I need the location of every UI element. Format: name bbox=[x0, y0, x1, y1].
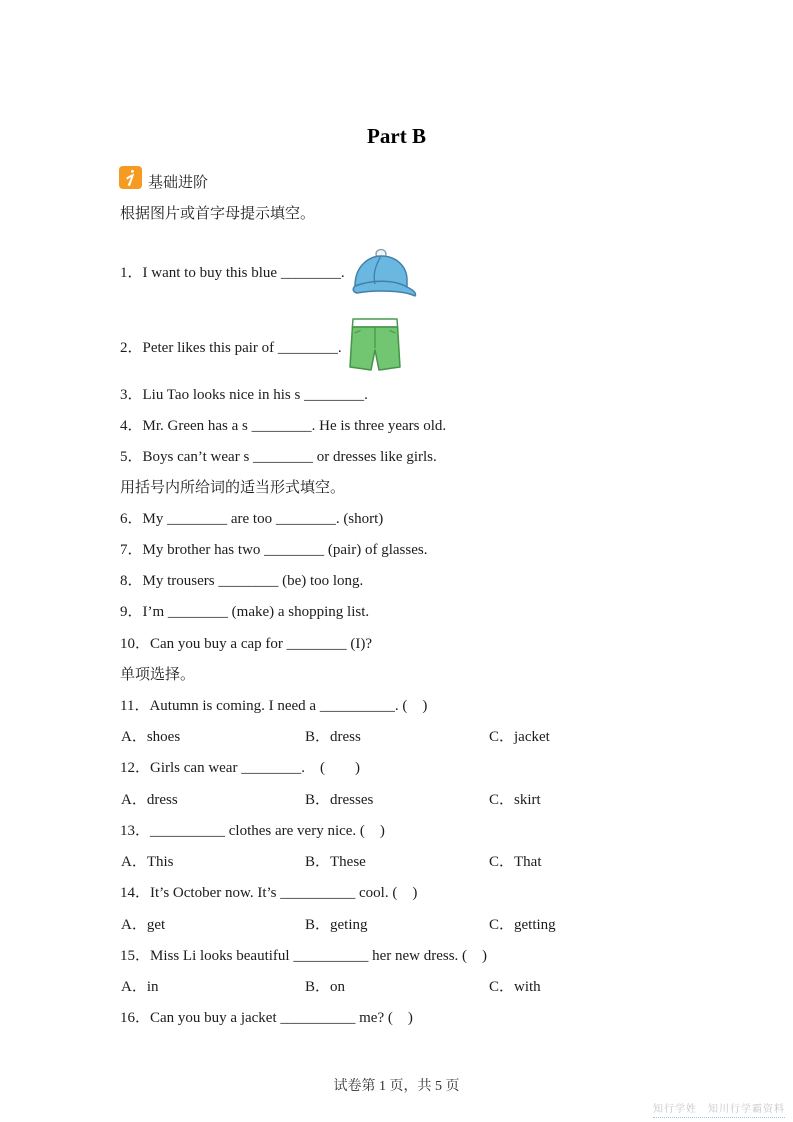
question-6: 6．My ________ are too ________. (short) bbox=[120, 511, 384, 527]
option-12-b: B．dresses bbox=[305, 792, 374, 808]
option-12-c: C．skirt bbox=[489, 792, 541, 808]
question-12: 12．Girls can wear ________. ( ) bbox=[120, 760, 360, 776]
question-11: 11．Autumn is coming. I need a __________. ( ) bbox=[120, 698, 428, 714]
instruction-word-form: 用括号内所给词的适当形式填空。 bbox=[120, 480, 346, 496]
option-13-c: C．That bbox=[489, 854, 542, 870]
green-shorts-image bbox=[349, 316, 401, 379]
question-2: 2．Peter likes this pair of ________. bbox=[120, 340, 342, 356]
options-12 bbox=[121, 790, 721, 811]
leaping-figure-icon bbox=[119, 166, 142, 189]
question-16: 16．Can you buy a jacket __________ me? ( ) bbox=[120, 1010, 413, 1026]
option-14-a: A．get bbox=[121, 917, 166, 933]
page-title: Part B bbox=[367, 124, 426, 148]
blue-cap-image bbox=[347, 246, 421, 309]
option-11-a: A．shoes bbox=[121, 729, 181, 745]
instruction-multiple-choice: 单项选择。 bbox=[120, 667, 196, 683]
section-badge-label: 基础进阶 bbox=[148, 175, 209, 191]
question-15: 15．Miss Li looks beautiful __________ her new dress. ( ) bbox=[120, 948, 488, 964]
question-10: 10．Can you buy a cap for ________ (I)? bbox=[120, 636, 373, 652]
question-14: 14．It’s October now. It’s __________ cool. ( ) bbox=[120, 885, 418, 901]
option-11-b: B．dress bbox=[305, 729, 361, 745]
option-15-a: A．in bbox=[121, 979, 159, 995]
question-4: 4．Mr. Green has a s ________. He is three years old. bbox=[120, 418, 447, 434]
option-13-a: A．This bbox=[121, 854, 174, 870]
options-15 bbox=[121, 977, 721, 998]
instruction-fill-by-picture: 根据图片或首字母提示填空。 bbox=[120, 206, 316, 222]
question-5: 5．Boys can’t wear s ________ or dresses like girls. bbox=[120, 449, 437, 465]
question-9: 9．I’m ________ (make) a shopping list. bbox=[120, 604, 370, 620]
question-7: 7．My brother has two ________ (pair) of glasses. bbox=[120, 542, 428, 558]
options-13 bbox=[121, 852, 721, 873]
question-8: 8．My trousers ________ (be) too long. bbox=[120, 573, 364, 589]
question-13: 13．__________ clothes are very nice. ( ) bbox=[120, 823, 385, 839]
option-14-c: C．getting bbox=[489, 917, 556, 933]
option-14-b: B．geting bbox=[305, 917, 368, 933]
option-11-c: C．jacket bbox=[489, 729, 550, 745]
option-15-b: B．on bbox=[305, 979, 346, 995]
watermark: 知行学姓 知川行学霸资料 bbox=[653, 1100, 785, 1118]
question-1: 1．I want to buy this blue ________. bbox=[120, 265, 345, 281]
option-12-a: A．dress bbox=[121, 792, 178, 808]
question-3: 3．Liu Tao looks nice in his s ________. bbox=[120, 387, 368, 403]
page-footer: 试卷第 1 页，共 5 页 bbox=[333, 1079, 460, 1094]
option-13-b: B．These bbox=[305, 854, 366, 870]
option-15-c: C．with bbox=[489, 979, 541, 995]
options-14 bbox=[121, 915, 721, 936]
options-11 bbox=[121, 727, 721, 748]
